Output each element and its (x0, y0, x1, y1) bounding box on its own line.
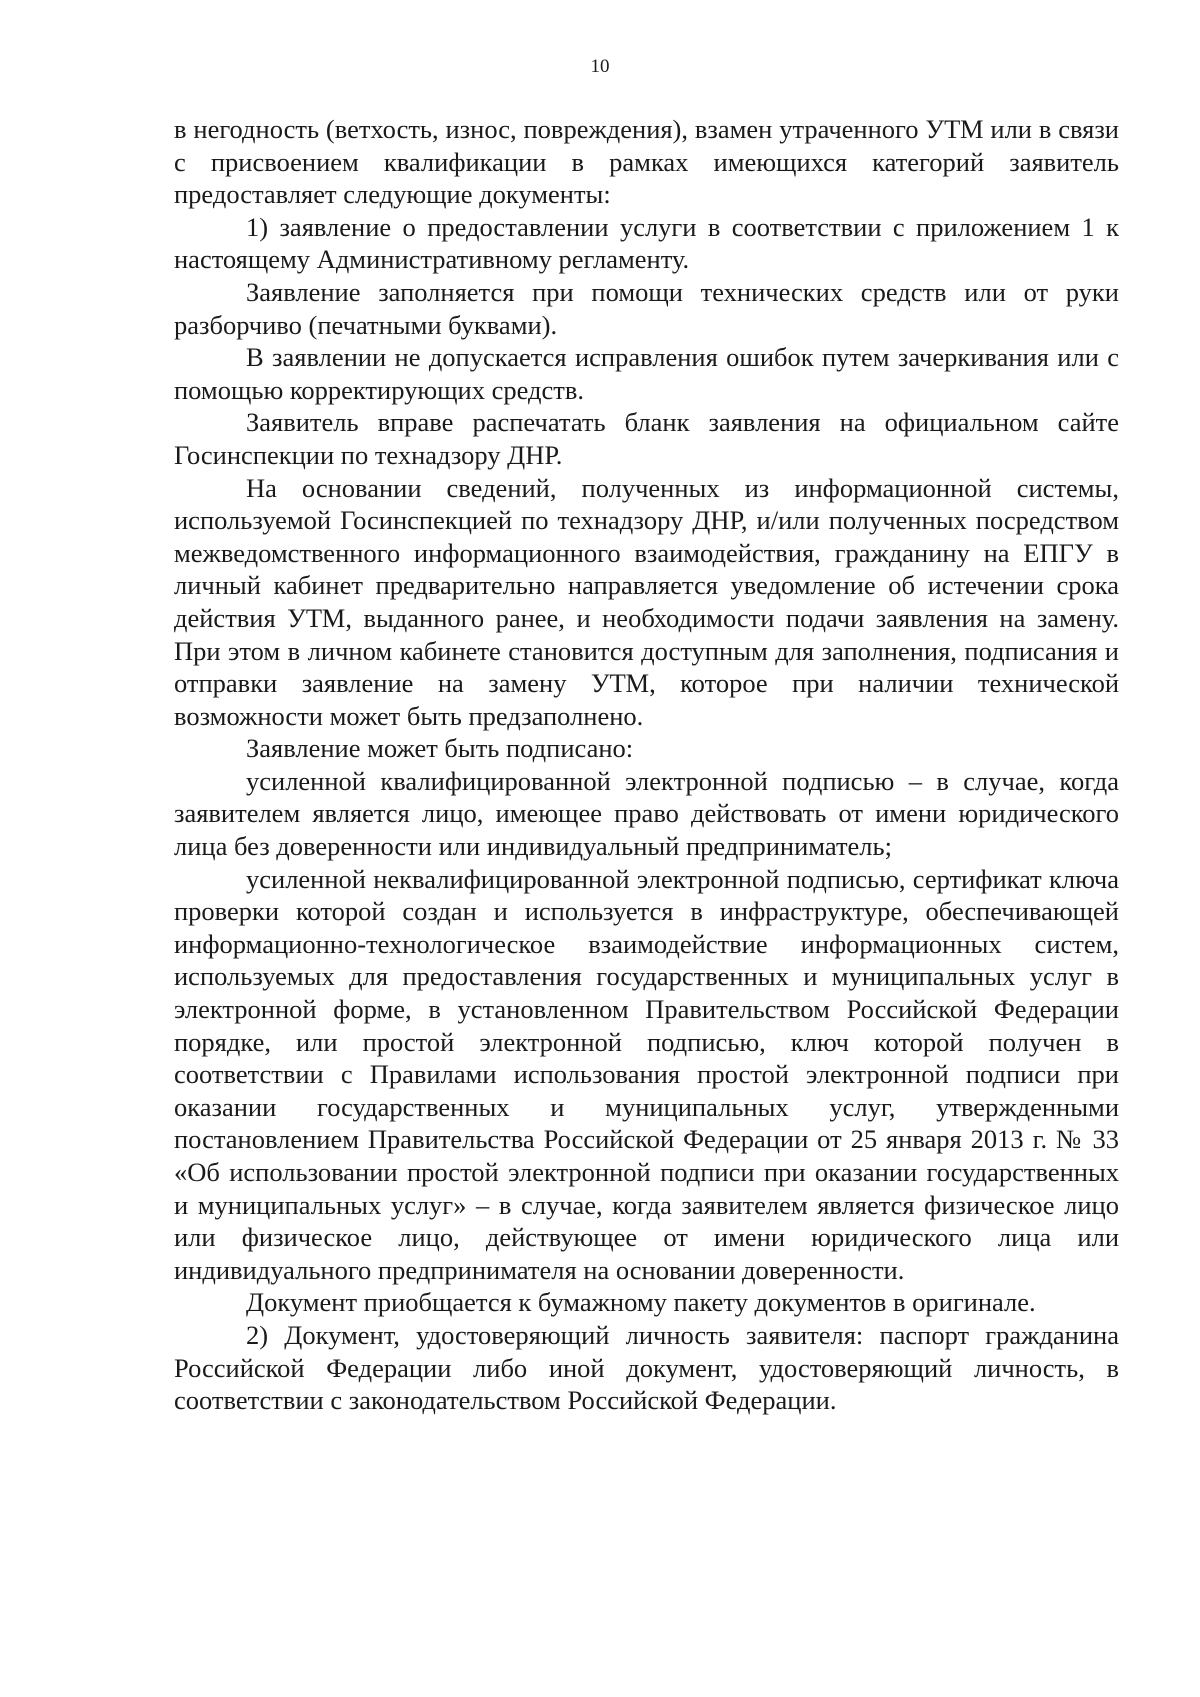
paragraph-filling-rules: Заявление заполняется при помощи технических средств или от руки разборчиво (печатными буквами). (174, 276, 1119, 340)
paragraph-original-attachment: Документ приобщается к бумажному пакету документов в оригинале. (246, 1287, 1036, 1318)
paragraph-item-2-identity: 2) Документ, удостоверяющий личность заявителя: паспорт гражданина Российской Федерации либо иной документ, удостоверяющий личность, в соответствии с законодательством Российской Федерации. (174, 1319, 1119, 1416)
paragraph-signature-intro: Заявление может быть подписано: (246, 733, 634, 764)
paragraph-epgu-notification: На основании сведений, полученных из информационной системы, используемой Госинспекцией по технадзору ДНР, и/или полученных посредством межведомственного информационного взаимодействия, гражданину на ЕПГУ в личный кабинет предварительно направляется уведомление об истечении срока действия УТМ, выданного ранее, и необходимости подачи заявления на замену. При этом в личном кабинете становится доступным для заполнения, подписания и отправки заявление на замену УТМ, которое при наличии технической возможности может быть предзаполнено. (174, 472, 1119, 731)
document-body (174, 113, 1119, 1417)
paragraph-item-1-application: 1) заявление о предоставлении услуги в соответствии с приложением 1 к настоящему Административному регламенту. (174, 211, 1119, 275)
paragraph-continuation: в негодность (ветхость, износ, повреждения), взамен утраченного УТМ или в связи с присвоением квалификации в рамках имеющихся категорий заявитель предоставляет следующие документы: (174, 114, 1119, 210)
paragraph-no-corrections: В заявлении не допускается исправления ошибок путем зачеркивания или с помощью корректирующих средств. (174, 342, 1119, 405)
paragraph-unqualified-signature: усиленной неквалифицированной электронной подписью, сертификат ключа проверки которой создан и используется в инфраструктуре, обеспечивающей информационно-технологическое взаимодействие информационных систем, используемых для предоставления государственных и муниципальных услуг в электронной форме, в установленном Правительством Российской Федерации порядке, или простой электронной подписью, ключ которой получен в соответствии с Правилами использования простой электронной подписи при оказании государственных и муниципальных услуг, утвержденными постановлением Правительства Российской Федерации от 25 января 2013 г. № 33 «Об использовании простой электронной подписи при оказании государственных и муниципальных услуг» – в случае, когда заявителем является физическое лицо или физическое лицо, действующее от имени юридического лица или индивидуального предпринимателя на основании доверенности. (174, 863, 1119, 1285)
page-number: 10 (590, 56, 610, 77)
paragraph-qualified-signature: усиленной квалифицированной электронной подписью – в случае, когда заявителем является лицо, имеющее право действовать от имени юридического лица без доверенности или индивидуальный предприниматель; (174, 765, 1119, 862)
paragraph-print-form: Заявитель вправе распечатать бланк заявления на официальном сайте Госинспекции по технадзору ДНР. (174, 407, 1119, 470)
